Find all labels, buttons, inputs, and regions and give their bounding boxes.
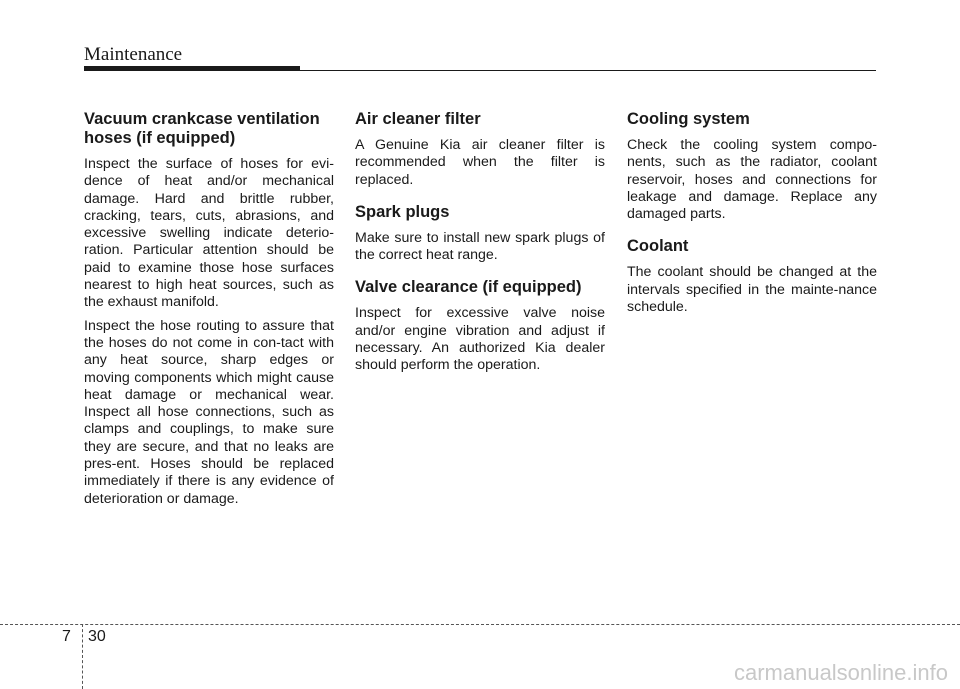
- section-heading: Coolant: [627, 237, 689, 256]
- chapter-number: 7: [62, 628, 71, 645]
- section-heading: Valve clearance (if equipped): [355, 278, 582, 297]
- watermark: carmanualsonline.info: [733, 660, 948, 685]
- section-heading: Spark plugs: [355, 202, 450, 221]
- section-paragraph: The coolant should be changed at the intervals specified in the mainte-nance schedule.: [627, 264, 877, 316]
- header-rule-thin: [300, 70, 876, 71]
- header-rule-thick: [84, 66, 300, 71]
- section-vacuum-crankcase-hoses: [84, 110, 334, 508]
- section-coolant: [627, 237, 877, 316]
- footer-dashed-divider: [82, 624, 83, 689]
- column-3: [627, 110, 877, 322]
- section-paragraph: Make sure to install new spark plugs of the correct heat range.: [355, 229, 605, 264]
- section-air-cleaner-filter: [355, 110, 605, 189]
- column-1: [84, 110, 334, 514]
- footer-dashed-rule: [0, 624, 960, 625]
- section-paragraph: Inspect the hose routing to assure that the hoses do not come in con-tact with any heat source, sharp edges or moving components which might cause heat damage or mechanical wear. Inspect all hose connections, such as clamps and couplings, to make sure they are secure, and that no leaks are pres-ent. Hoses should be replaced immediately if there is any evidence of deterioration or damage.: [84, 317, 334, 507]
- page-number: 30: [88, 628, 106, 645]
- section-paragraph: Inspect the surface of hoses for evi-dence of heat and/or mechanical damage. Hard and brittle rubber, cracking, tears, cuts, abrasions, and excessive swelling indicate deterio-ration. Particular attention should be paid to examine those hose surfaces nearest to high heat sources, such as the exhaust manifold.: [84, 156, 334, 311]
- section-spark-plugs: [355, 203, 605, 265]
- section-heading: Air cleaner filter: [355, 110, 481, 128]
- section-heading: Cooling system: [627, 110, 750, 128]
- header-title: Maintenance: [84, 44, 183, 65]
- section-cooling-system: [627, 110, 877, 223]
- section-heading: Vacuum crankcase ventilation hoses (if equipped): [84, 110, 320, 147]
- column-2: [355, 110, 605, 381]
- section-valve-clearance: [355, 278, 605, 374]
- section-paragraph: Check the cooling system compo-nents, such as the radiator, coolant reservoir, hoses and connections for leakage and damage. Replace any damaged parts.: [627, 137, 877, 223]
- section-paragraph: Inspect for excessive valve noise and/or engine vibration and adjust if necessary. An authorized Kia dealer should perform the operation.: [355, 305, 605, 374]
- section-paragraph: A Genuine Kia air cleaner filter is recommended when the filter is replaced.: [355, 137, 605, 188]
